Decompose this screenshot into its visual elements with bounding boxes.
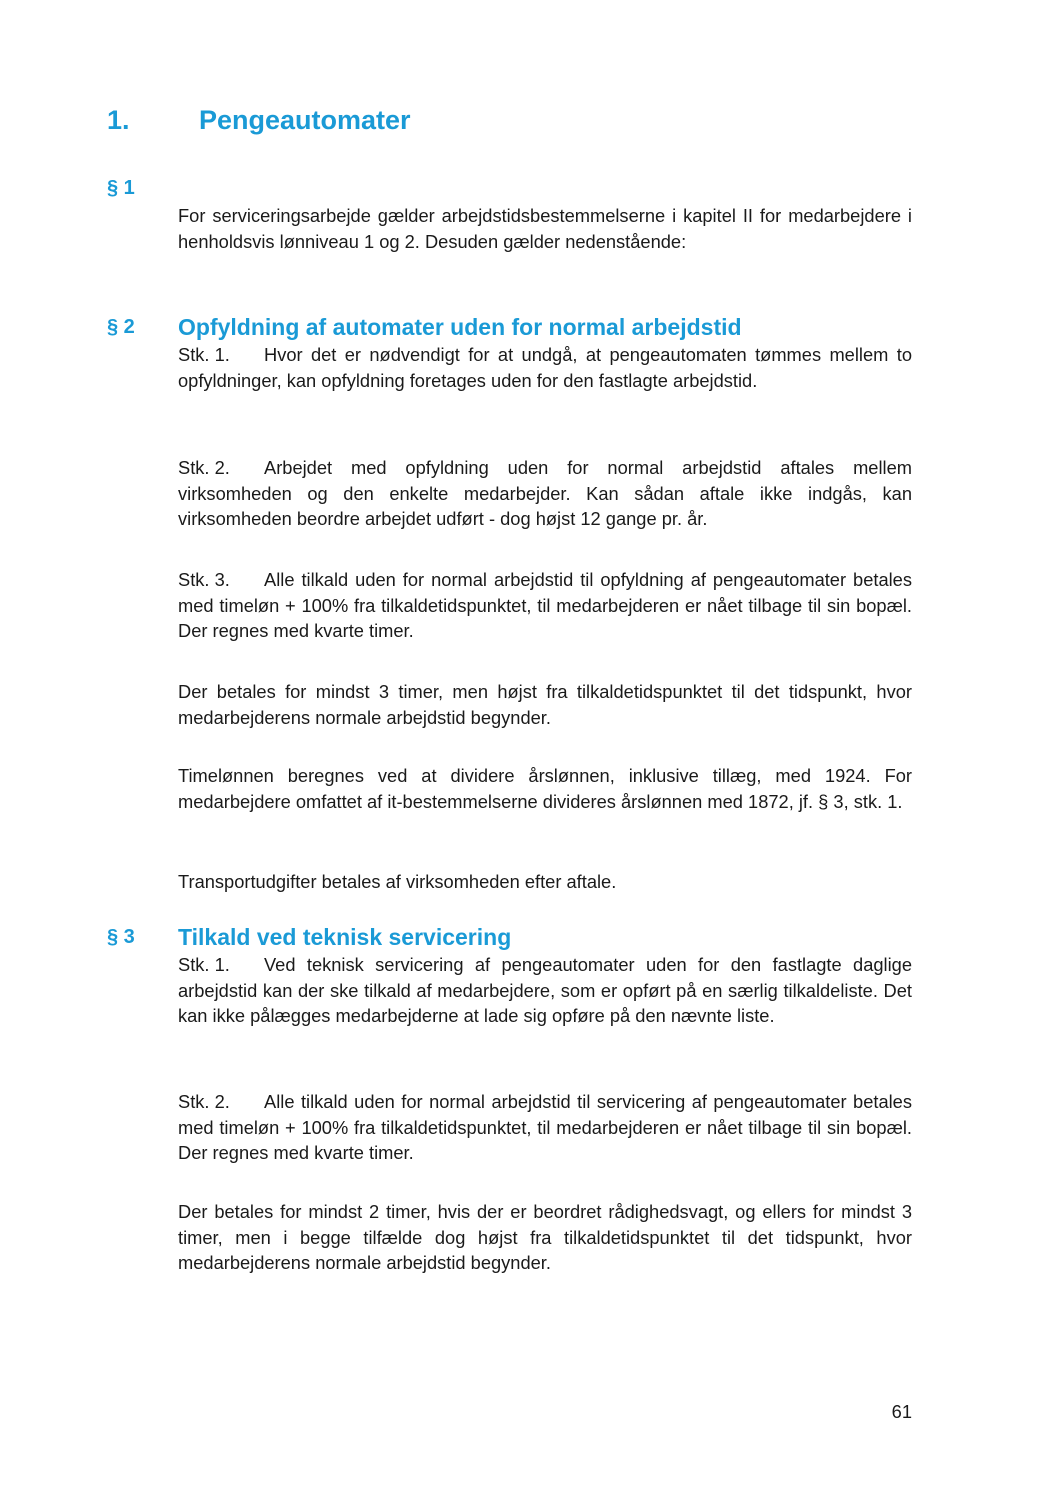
- section-3-stk-2-lead: Stk. 2.: [178, 1091, 230, 1112]
- section-2-heading: Opfyldning af automater uden for normal arbejdstid: [178, 314, 742, 340]
- section-3-label: § 3: [107, 926, 135, 948]
- section-2-stk-1-lead: Stk. 1.: [178, 344, 230, 365]
- section-3-stk-1-lead: Stk. 1.: [178, 954, 230, 975]
- page-number: 61: [891, 1401, 912, 1422]
- section-2-transport-paragraph: Transportudgifter betales af virksomheden efter aftale.: [178, 871, 617, 892]
- section-2-stk-2-text: Arbejdet med opfyldning uden for normal arbejdstid aftales mellem virksomheden og den enkelte medarbejder. Kan sådan aftale ikke indgås, kan virksomheden beordre arbejdet udført - dog højst 12 gange pr. år.: [178, 457, 912, 529]
- section-3-stk-1: [178, 952, 912, 1029]
- chapter-title: Pengeautomater: [199, 105, 411, 135]
- section-2-label: § 2: [107, 316, 135, 338]
- section-3-stk-1-text: Ved teknisk servicering af pengeautomater uden for den fastlagte daglige arbejdstid kan der ske tilkald af medarbejdere, som er opført på en særlig tilkaldeliste. Det kan ikke pålægges medarbejderne at lade sig opføre på den nævnte liste.: [178, 954, 912, 1026]
- section-2-minimum-paragraph: Der betales for mindst 3 timer, men højst fra tilkaldetidspunktet til det tidspunkt, hvor medarbejderens normale arbejdstid begynder.: [178, 681, 912, 728]
- section-2-stk-2-lead: Stk. 2.: [178, 457, 230, 478]
- section-3-minimum-paragraph: Der betales for mindst 2 timer, hvis der er beordret rådighedsvagt, og ellers for mindst 3 timer, men i begge tilfælde dog højst fra tilkaldetidspunktet til det tidspunkt, hvor medarbejderens normale arbejdstid begynder.: [178, 1201, 912, 1273]
- section-2-stk-3-lead: Stk. 3.: [178, 569, 230, 590]
- section-2-stk-1: [178, 342, 912, 393]
- section-3-stk-2: [178, 1089, 912, 1166]
- section-3-heading: Tilkald ved teknisk servicering: [178, 924, 512, 950]
- chapter-number: 1.: [107, 105, 130, 135]
- section-2-hourly-paragraph: Timelønnen beregnes ved at dividere årslønnen, inklusive tillæg, med 1924. For medarbejdere omfattet af it-bestemmelserne divideres årslønnen med 1872, jf. § 3, stk. 1.: [178, 765, 912, 812]
- chapter-heading: [107, 101, 927, 141]
- section-2-stk-2: [178, 455, 912, 532]
- section-2-stk-1-text: Hvor det er nødvendigt for at undgå, at pengeautomaten tømmes mellem to opfyldninger, kan opfyldning foretages uden for den fastlagte arbejdstid.: [178, 344, 912, 391]
- section-2-stk-3-text: Alle tilkald uden for normal arbejdstid til opfyldning af pengeautomater betales med timeløn + 100% fra tilkaldetidspunktet, til medarbejderen er nået tilbage til sin bopæl. Der regnes med kvarte timer.: [178, 569, 912, 641]
- section-3-stk-2-text: Alle tilkald uden for normal arbejdstid til servicering af pengeautomater betales med timeløn + 100% fra tilkaldetidspunktet, til medarbejderen er nået tilbage til sin bopæl. Der regnes med kvarte timer.: [178, 1091, 912, 1163]
- section-1-label: § 1: [107, 177, 135, 199]
- section-2-stk-3: [178, 567, 912, 644]
- section-1-paragraph: For serviceringsarbejde gælder arbejdstidsbestemmelserne i kapitel II for medarbejdere i henholdsvis lønniveau 1 og 2. Desuden gælder nedenstående:: [178, 205, 912, 252]
